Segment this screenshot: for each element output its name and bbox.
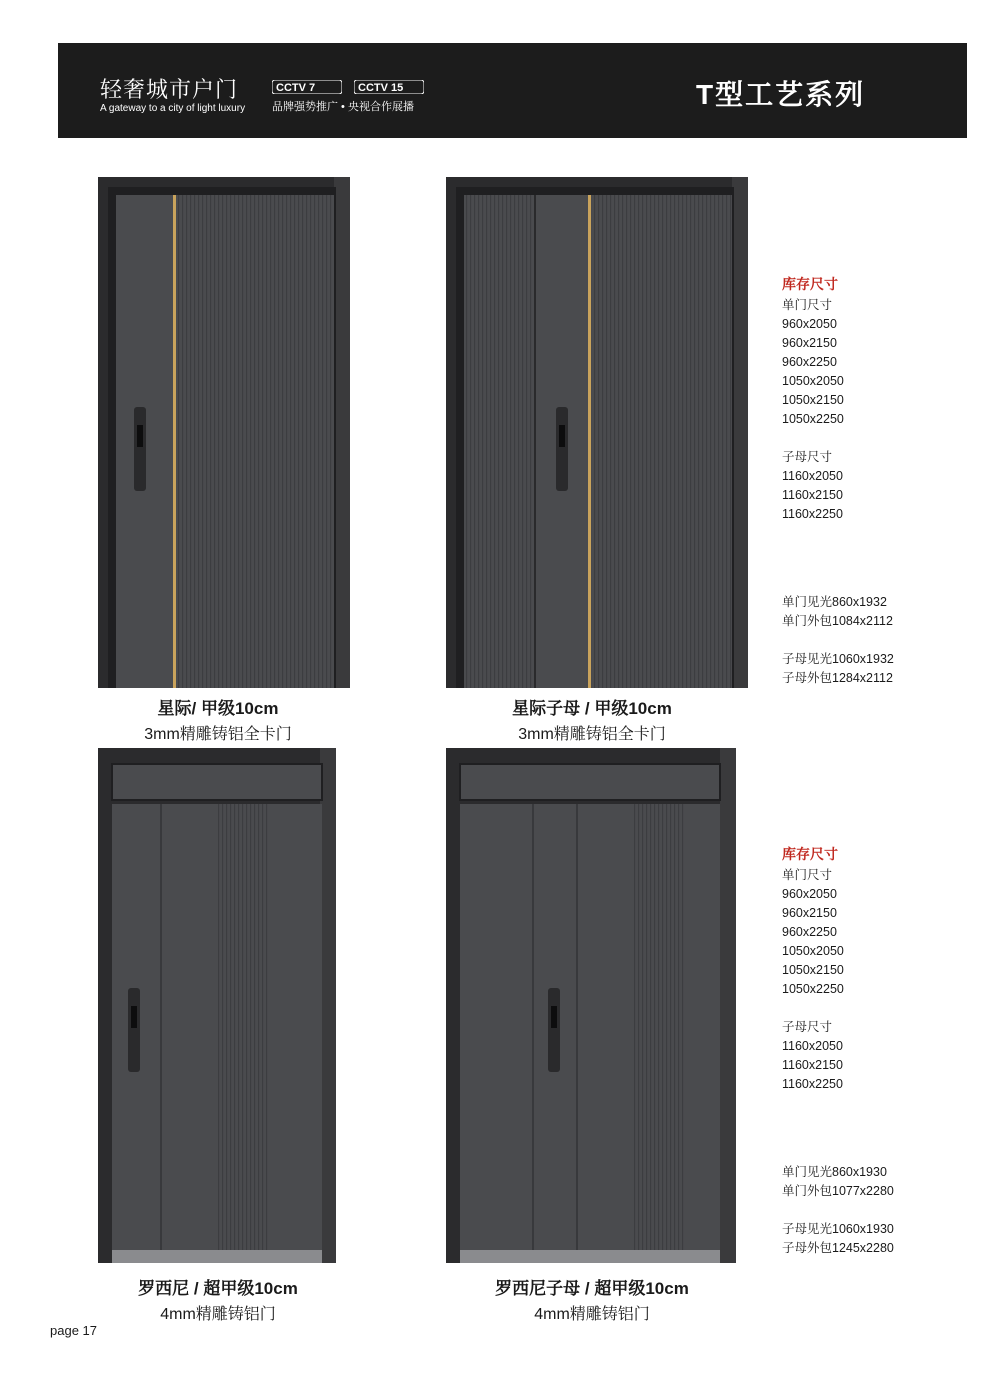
size-item: 1050x2050 <box>782 944 844 958</box>
door-material: 3mm精雕铸铝全卡门 <box>518 726 666 743</box>
brand-slogan: A gateway to a city of light luxury <box>100 103 246 114</box>
size-item: 1160x2150 <box>782 1058 843 1072</box>
door-material: 3mm精雕铸铝全卡门 <box>144 726 292 743</box>
header-banner <box>58 43 967 138</box>
cctv7-logo-icon <box>272 80 342 94</box>
size-item: 960x2050 <box>782 317 837 331</box>
door-name: 罗西尼 / 超甲级10cm <box>138 1279 298 1298</box>
door-image-xingji-pair <box>446 177 748 688</box>
svg-text:CCTV 7: CCTV 7 <box>276 82 316 94</box>
size-note: 单门见光860x1930 <box>782 1165 887 1179</box>
size-note: 子母见光1060x1932 <box>782 652 894 666</box>
series-title: T型工艺系列 <box>696 79 866 110</box>
door-name: 星际/ 甲级10cm <box>157 699 279 718</box>
door-image-luoxini-pair <box>446 748 736 1263</box>
size-item: 1050x2150 <box>782 963 844 977</box>
stock-sizes-title: 库存尺寸 <box>782 276 838 292</box>
cctv15-logo-icon <box>354 80 424 94</box>
door-caption-luoxini <box>68 1274 368 1324</box>
door-name: 星际子母 / 甲级10cm <box>512 699 672 718</box>
size-item: 960x2150 <box>782 336 837 350</box>
page-number: page 17 <box>50 1323 97 1338</box>
size-item: 1050x2150 <box>782 393 844 407</box>
stock-sizes-top <box>782 274 894 688</box>
pair-door-label: 子母尺寸 <box>782 450 833 464</box>
size-item: 1050x2050 <box>782 374 844 388</box>
single-door-label: 单门尺寸 <box>782 298 833 312</box>
stock-sizes-title: 库存尺寸 <box>782 846 838 862</box>
size-item: 960x2250 <box>782 355 837 369</box>
stock-sizes-bottom <box>782 844 894 1258</box>
pair-door-label: 子母尺寸 <box>782 1020 833 1034</box>
single-door-label: 单门尺寸 <box>782 868 833 882</box>
door-name: 罗西尼子母 / 超甲级10cm <box>495 1279 689 1298</box>
door-material: 4mm精雕铸铝门 <box>160 1306 276 1323</box>
size-item: 1160x2050 <box>782 1039 843 1053</box>
size-note: 单门外包1084x2112 <box>782 614 893 628</box>
size-item: 1050x2250 <box>782 412 844 426</box>
size-note: 单门外包1077x2280 <box>782 1184 894 1198</box>
cctv-promo-text: 品牌强势推广 • 央视合作展播 <box>272 101 414 113</box>
size-item: 1160x2050 <box>782 469 843 483</box>
size-item: 1160x2250 <box>782 507 843 521</box>
size-note: 子母外包1245x2280 <box>782 1241 894 1255</box>
size-item: 1050x2250 <box>782 982 844 996</box>
size-item: 960x2050 <box>782 887 837 901</box>
size-item: 1160x2150 <box>782 488 843 502</box>
door-image-luoxini <box>98 748 336 1263</box>
door-material: 4mm精雕铸铝门 <box>534 1306 650 1323</box>
size-item: 960x2250 <box>782 925 837 939</box>
size-note: 子母见光1060x1930 <box>782 1222 894 1236</box>
door-image-xingji <box>98 177 350 688</box>
size-item: 1160x2250 <box>782 1077 843 1091</box>
door-caption-xingji <box>68 694 368 744</box>
size-note: 子母外包1284x2112 <box>782 671 893 685</box>
brand-name: 轻奢城市户门 <box>100 77 239 102</box>
size-note: 单门见光860x1932 <box>782 595 887 609</box>
size-item: 960x2150 <box>782 906 837 920</box>
svg-text:CCTV 15: CCTV 15 <box>358 82 404 94</box>
door-caption-xingji-pair <box>442 694 742 744</box>
door-caption-luoxini-pair <box>442 1274 742 1324</box>
